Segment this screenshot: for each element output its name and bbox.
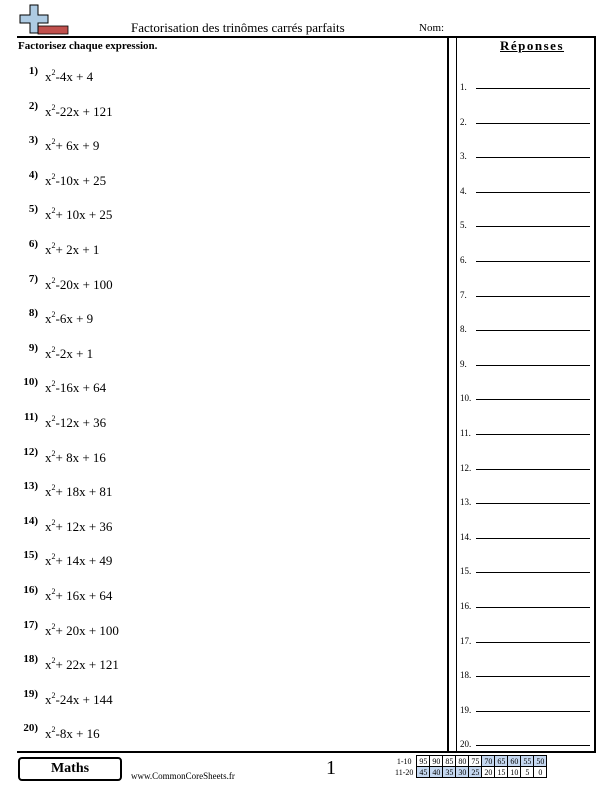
- score-cell: 95: [417, 756, 430, 767]
- expr-rest: -24x + 144: [55, 691, 113, 707]
- question-number: 10): [23, 376, 38, 389]
- question-item: [18, 134, 438, 154]
- question-item: [18, 100, 438, 120]
- answer-line: [476, 88, 590, 89]
- answer-number: 15.: [460, 566, 472, 577]
- subject-badge: Maths: [18, 757, 122, 781]
- answer-blank[interactable]: [460, 597, 590, 611]
- expr-variable: x: [45, 172, 52, 188]
- question-number: 2): [28, 99, 38, 112]
- answer-blank[interactable]: [460, 216, 590, 230]
- question-number: 7): [28, 272, 38, 285]
- answer-blank[interactable]: [460, 666, 590, 680]
- expr-exponent: 2: [51, 206, 56, 216]
- answer-line: [476, 399, 590, 400]
- expr-exponent: 2: [51, 448, 56, 458]
- logo-icon: [18, 4, 70, 36]
- answer-blank[interactable]: [460, 424, 590, 438]
- answers-title: Réponses: [500, 38, 565, 53]
- expr-rest: + 8x + 16: [55, 449, 106, 465]
- answer-line: [476, 711, 590, 712]
- expr-variable: x: [45, 622, 52, 638]
- expr-exponent: 2: [51, 102, 56, 112]
- question-number: 8): [28, 307, 38, 320]
- question-number: 4): [28, 168, 38, 181]
- answer-line: [476, 676, 590, 677]
- expr-variable: x: [45, 138, 52, 154]
- answer-number: 14.: [460, 531, 472, 542]
- question-number: 1): [28, 65, 38, 77]
- answer-number: 4.: [460, 185, 467, 196]
- expr-rest: + 18x + 81: [55, 484, 113, 500]
- question-item: [18, 203, 438, 223]
- expr-variable: x: [45, 588, 52, 603]
- question-expression: [45, 104, 113, 120]
- expr-exponent: 2: [51, 379, 56, 389]
- score-cell: 65: [495, 756, 508, 767]
- question-number: 12): [23, 445, 38, 458]
- bottom-rule: [17, 751, 596, 753]
- expr-variable: x: [45, 345, 52, 361]
- question-item: [18, 342, 438, 362]
- question-expression: [45, 484, 112, 500]
- question-number: 15): [23, 549, 38, 562]
- answer-number: 19.: [460, 704, 472, 715]
- question-expression: [45, 726, 100, 742]
- question-number: 20): [23, 722, 38, 735]
- expr-rest: + 14x + 49: [55, 553, 113, 569]
- score-cell: 20: [482, 767, 495, 778]
- question-item: [18, 446, 438, 466]
- score-cell: 15: [495, 767, 508, 778]
- page-title: Factorisation des trinômes carrés parfaits: [131, 20, 345, 35]
- expr-variable: x: [45, 484, 52, 500]
- answer-blank[interactable]: [460, 459, 590, 473]
- score-cell: 90: [430, 756, 443, 767]
- answer-blank[interactable]: [460, 735, 590, 749]
- expr-variable: x: [45, 449, 52, 465]
- expr-variable: x: [45, 69, 52, 84]
- score-range: 1-10: [396, 756, 412, 766]
- answer-blank[interactable]: [460, 701, 590, 715]
- question-expression: [45, 657, 119, 673]
- question-expression: [45, 519, 112, 535]
- question-expression: [45, 242, 99, 258]
- expr-rest: + 12x + 36: [55, 518, 113, 534]
- question-item: [18, 238, 438, 258]
- expr-exponent: 2: [51, 587, 56, 596]
- question-expression: [45, 692, 113, 708]
- question-number: 19): [23, 687, 38, 700]
- page-number: 1: [326, 757, 336, 779]
- answer-number: 9.: [460, 358, 467, 369]
- question-item: [18, 722, 438, 742]
- expr-rest: -2x + 1: [55, 345, 94, 361]
- answer-blank[interactable]: [460, 113, 590, 127]
- website-link[interactable]: www.CommonCoreSheets.fr: [131, 771, 235, 781]
- answer-number: 3.: [460, 151, 467, 162]
- expr-variable: x: [45, 103, 52, 119]
- expr-exponent: 2: [51, 656, 56, 666]
- expr-rest: + 22x + 121: [55, 657, 119, 673]
- column-divider: [447, 36, 457, 751]
- expr-variable: x: [45, 311, 52, 327]
- instructions: Factorisez chaque expression.: [18, 40, 158, 52]
- answer-blank[interactable]: [460, 493, 590, 507]
- score-cell: 25: [469, 767, 482, 778]
- answer-number: 8.: [460, 324, 467, 335]
- answer-line: [476, 469, 590, 470]
- answer-line: [476, 365, 590, 366]
- expr-rest: + 20x + 100: [55, 622, 119, 638]
- expr-rest: + 16x + 64: [55, 588, 113, 603]
- answer-line: [476, 261, 590, 262]
- expr-exponent: 2: [51, 725, 56, 735]
- expr-rest: -6x + 9: [55, 311, 94, 327]
- answer-blank[interactable]: [460, 389, 590, 403]
- question-number: 13): [23, 480, 38, 493]
- question-expression: [45, 380, 106, 396]
- question-number: 3): [28, 134, 38, 147]
- expr-rest: + 6x + 9: [55, 138, 100, 154]
- question-number: 14): [23, 514, 38, 527]
- answer-number: 7.: [460, 289, 467, 300]
- question-item: [18, 376, 438, 396]
- score-cell: 70: [482, 756, 495, 767]
- expr-variable: x: [45, 726, 52, 742]
- question-expression: [45, 623, 119, 639]
- expr-rest: -8x + 16: [55, 726, 100, 742]
- answer-blank[interactable]: [460, 147, 590, 161]
- question-item: [18, 688, 438, 708]
- answer-line: [476, 572, 590, 573]
- answer-blank[interactable]: [460, 632, 590, 646]
- expr-exponent: 2: [51, 552, 56, 562]
- expr-variable: x: [45, 518, 52, 534]
- expr-variable: x: [45, 691, 52, 707]
- expr-rest: + 10x + 25: [55, 207, 113, 223]
- answer-line: [476, 296, 590, 297]
- question-item: [18, 515, 438, 535]
- expr-exponent: 2: [51, 483, 56, 493]
- score-cell: 55: [521, 756, 534, 767]
- answer-line: [476, 157, 590, 158]
- question-expression: [45, 311, 93, 327]
- question-number: 11): [23, 411, 38, 423]
- answer-line: [476, 642, 590, 643]
- expr-exponent: 2: [51, 414, 56, 423]
- question-item: [18, 307, 438, 327]
- expr-exponent: 2: [51, 275, 56, 285]
- score-cell: 0: [534, 767, 547, 778]
- answer-number: 1.: [460, 82, 467, 92]
- answer-number: 2.: [460, 116, 467, 127]
- expr-rest: -22x + 121: [55, 103, 113, 119]
- answer-number: 18.: [460, 670, 472, 681]
- answer-line: [476, 330, 590, 331]
- question-number: 17): [23, 618, 38, 631]
- expr-exponent: 2: [51, 241, 56, 250]
- expr-exponent: 2: [51, 690, 56, 700]
- expr-variable: x: [45, 276, 52, 292]
- expr-rest: -12x + 36: [55, 415, 107, 430]
- expr-exponent: 2: [51, 171, 56, 181]
- answer-number: 20.: [460, 739, 472, 750]
- question-item: [18, 411, 438, 431]
- question-item: [18, 653, 438, 673]
- answer-blank[interactable]: [460, 562, 590, 576]
- score-table: [393, 755, 547, 778]
- question-item: [18, 584, 438, 604]
- answer-line: [476, 538, 590, 539]
- answer-line: [476, 434, 590, 435]
- question-item: [18, 65, 438, 85]
- score-cell: 30: [456, 767, 469, 778]
- expr-rest: -4x + 4: [55, 69, 94, 84]
- answer-number: 11.: [460, 428, 471, 438]
- answer-number: 17.: [460, 635, 472, 646]
- answer-number: 6.: [460, 255, 467, 265]
- name-label: Nom:: [419, 22, 445, 34]
- expr-rest: -10x + 25: [55, 172, 107, 188]
- question-expression: [45, 346, 93, 362]
- expr-variable: x: [45, 380, 52, 396]
- expr-variable: x: [45, 657, 52, 673]
- score-cell: 40: [430, 767, 443, 778]
- answer-number: 10.: [460, 393, 472, 404]
- expr-variable: x: [45, 207, 52, 223]
- answer-blank[interactable]: [460, 355, 590, 369]
- expr-rest: -20x + 100: [55, 276, 113, 292]
- answer-line: [476, 123, 590, 124]
- question-number: 16): [23, 584, 38, 596]
- question-item: [18, 549, 438, 569]
- question-number: 9): [28, 341, 38, 354]
- answer-blank[interactable]: [460, 182, 590, 196]
- question-item: [18, 169, 438, 189]
- expr-rest: -16x + 64: [55, 380, 107, 396]
- expr-exponent: 2: [51, 517, 56, 527]
- score-cell: 5: [521, 767, 534, 778]
- answer-number: 13.: [460, 497, 472, 508]
- question-expression: [45, 415, 106, 431]
- score-cell: 80: [456, 756, 469, 767]
- answer-blank[interactable]: [460, 320, 590, 334]
- answer-blank[interactable]: [460, 528, 590, 542]
- expr-rest: + 2x + 1: [55, 242, 100, 257]
- score-row: [393, 756, 547, 767]
- expr-exponent: 2: [51, 310, 56, 320]
- answer-line: [476, 745, 590, 746]
- expr-exponent: 2: [51, 621, 56, 631]
- question-expression: [45, 588, 112, 604]
- question-expression: [45, 277, 113, 293]
- question-number: 5): [28, 203, 38, 216]
- score-cell: 45: [417, 767, 430, 778]
- score-cell: 50: [534, 756, 547, 767]
- score-cell: 10: [508, 767, 521, 778]
- right-border: [594, 36, 596, 751]
- answer-number: 16.: [460, 601, 472, 611]
- expr-exponent: 2: [51, 344, 56, 354]
- expr-exponent: 2: [51, 137, 56, 147]
- question-number: 18): [23, 653, 38, 666]
- expr-exponent: 2: [51, 68, 56, 77]
- answer-line: [476, 192, 590, 193]
- answer-line: [476, 226, 590, 227]
- score-cell: 85: [443, 756, 456, 767]
- question-expression: [45, 553, 112, 569]
- score-cell: 35: [443, 767, 456, 778]
- score-cell: 60: [508, 756, 521, 767]
- score-range: 11-20: [395, 767, 414, 777]
- question-expression: [45, 138, 99, 154]
- answer-line: [476, 503, 590, 504]
- answer-number: 12.: [460, 462, 472, 473]
- question-expression: [45, 173, 106, 189]
- question-expression: [45, 450, 106, 466]
- question-expression: [45, 207, 112, 223]
- score-row: [393, 767, 547, 778]
- answer-blank[interactable]: [460, 286, 590, 300]
- answer-blank[interactable]: [460, 251, 590, 265]
- question-item: [18, 619, 438, 639]
- answer-number: 5.: [460, 220, 467, 231]
- question-item: [18, 480, 438, 500]
- answer-blank[interactable]: [460, 78, 590, 92]
- question-number: 6): [28, 238, 38, 250]
- score-cell: 75: [469, 756, 482, 767]
- expr-variable: x: [45, 242, 52, 257]
- expr-variable: x: [45, 553, 52, 569]
- answer-line: [476, 607, 590, 608]
- question-item: [18, 273, 438, 293]
- expr-variable: x: [45, 415, 52, 430]
- question-expression: [45, 69, 93, 85]
